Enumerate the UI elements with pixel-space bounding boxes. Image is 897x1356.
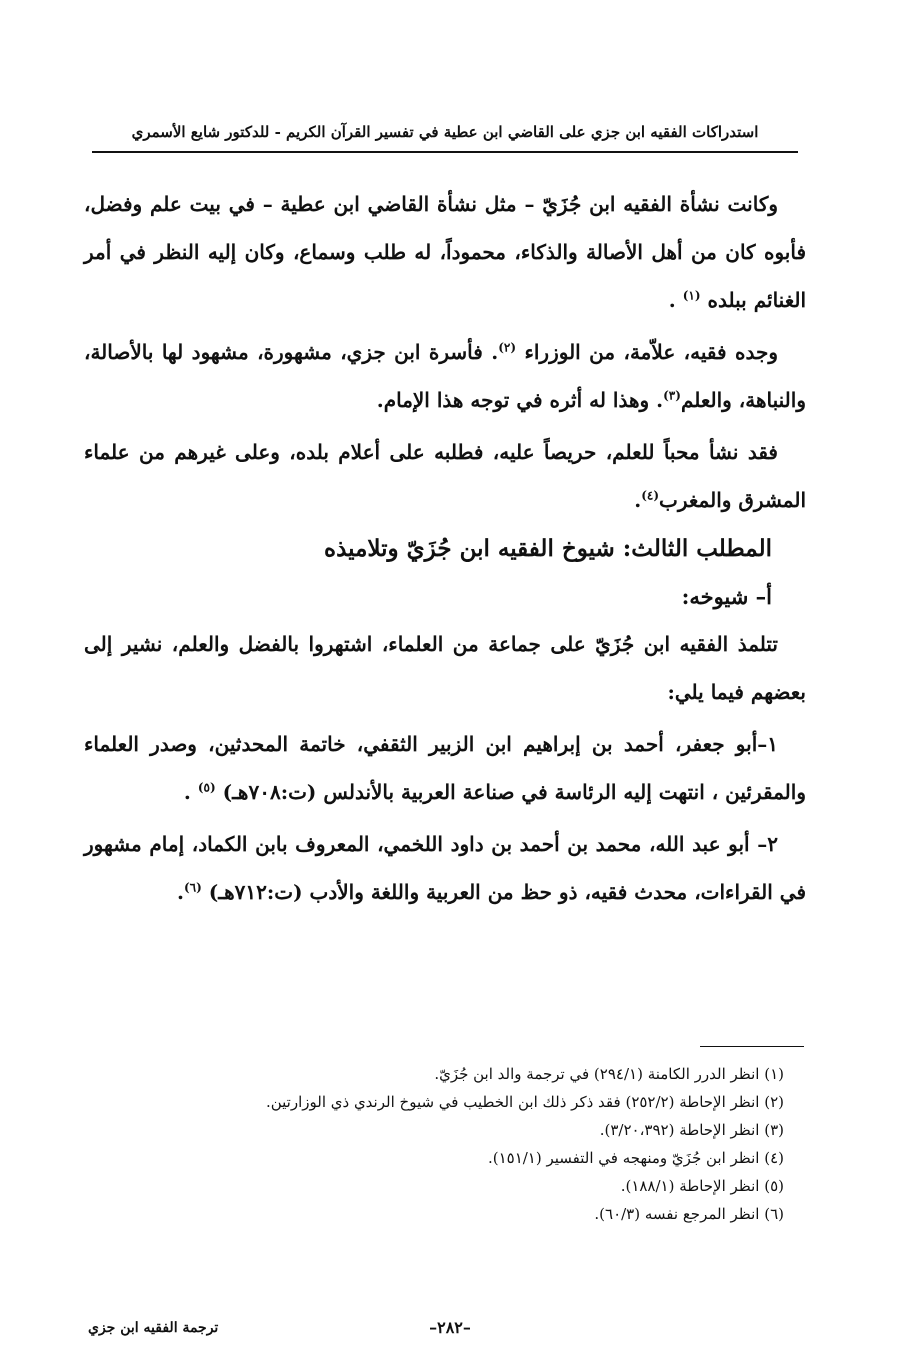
paragraph-2 <box>84 328 806 424</box>
paragraph-1-text: وكانت نشأة الفقيه ابن جُزَيّ – مثل نشأة القاضي ابن عطية – في بيت علم وفضل، فأبوه كان من أهل الأصالة والذكاء، محموداً، له طلب وسماع، وكان إليه النظر في أمر الغنائم ببلده <box>84 192 806 312</box>
paragraph-4-text: تتلمذ الفقيه ابن جُزَيّ على جماعة من العلماء، اشتهروا بالفضل والعلم، نشير إلى بعضهم فيما يلي: <box>84 632 806 704</box>
paragraph-3-end: . <box>634 488 642 512</box>
subsection-title: أ– شيوخه: <box>681 584 772 609</box>
footnote-5: (٥) انظر الإحاطة (١٨٨/١). <box>620 1177 784 1195</box>
list-item-2 <box>84 820 806 916</box>
paragraph-4 <box>84 620 806 716</box>
paragraph-1-end: . <box>668 288 683 312</box>
paragraph-3 <box>84 428 806 524</box>
footnote-ref-1: (١) <box>682 288 701 303</box>
footnote-6: (٦) انظر المرجع نفسه (٦٠/٣). <box>594 1205 784 1223</box>
footer-book-title: ترجمة الفقيه ابن جزي <box>88 1320 219 1336</box>
list-item-2-text: ٢– أبو عبد الله، محمد بن أحمد بن داود اللخمي، المعروف بابن الكماد، إمام مشهور في القراءات، محدث فقيه، ذو حظ من العربية واللغة والأدب (ت:٧١٢هـ) <box>84 832 806 904</box>
section-title: المطلب الثالث: شيوخ الفقيه ابن جُزَيّ وتلاميذه <box>324 535 772 562</box>
footnote-ref-3: (٣) <box>663 388 681 403</box>
paragraph-2-text-c: . وهذا له أثره في توجه هذا الإمام. <box>376 388 664 412</box>
footnote-1: (١) انظر الدرر الكامنة (٢٩٤/١) في ترجمة والد ابن جُزَيّ. <box>434 1065 784 1083</box>
footnote-ref-5: (٥) <box>197 780 216 795</box>
paragraph-2-text-a: وجده فقيه، علاّمة، من الوزراء <box>524 340 778 364</box>
list-item-1-end: . <box>183 780 198 804</box>
footnote-2: (٢) انظر الإحاطة (٢٥٢/٢) فقد ذكر ذلك ابن الخطيب في شيوخ الرندي ذي الوزارتين. <box>265 1093 784 1111</box>
main-text <box>84 180 806 916</box>
list-item-2-end: . <box>176 880 184 904</box>
footnote-3: (٣) انظر الإحاطة (٣/٢٠،٣٩٢). <box>599 1121 784 1139</box>
page-number: –٢٨٢– <box>429 1318 471 1337</box>
footnote-ref-6: (٦) <box>183 880 202 895</box>
footnote-ref-4: (٤) <box>641 488 660 503</box>
paragraph-2-text-b: . فأسرة ابن جزي، مشهورة، مشهود لها بالأصالة، والنباهة، والعلم <box>84 340 806 412</box>
header-rule <box>92 151 798 153</box>
paragraph-3-text: فقد نشأ محباً للعلم، حريصاً عليه، فطلبه على أعلام بلده، وعلى غيرهم من علماء المشرق والمغرب <box>84 440 806 512</box>
footnote-4: (٤) انظر ابن جُزَيّ ومنهجه في التفسير (١٥١/١). <box>487 1149 784 1167</box>
footnote-rule <box>700 1046 804 1047</box>
list-item-1 <box>84 720 806 816</box>
paragraph-1 <box>84 180 806 324</box>
footnotes <box>84 1060 784 1228</box>
running-header: استدراكات الفقيه ابن جزي على القاضي ابن عطية في تفسير القرآن الكريم - للدكتور شايع الأسمري <box>131 123 759 141</box>
list-item-1-text: ١–أبو جعفر، أحمد بن إبراهيم ابن الزبير الثقفي، خاتمة المحدثين، وصدر العلماء والمقرئين ، انتهت إليه الرئاسة في صناعة العربية بالأندلس (ت:٧٠٨هـ) <box>84 732 806 804</box>
footnote-ref-2: (٢) <box>498 340 517 355</box>
